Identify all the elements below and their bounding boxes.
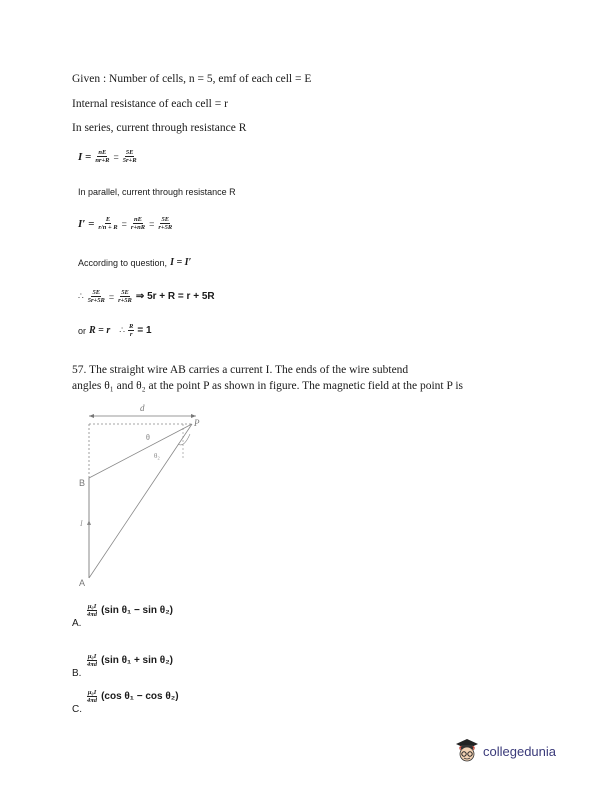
option-b-letter: B.	[72, 668, 82, 679]
internal-resistance-line: Internal resistance of each cell = r	[72, 98, 228, 110]
option-b-fraction: $\frac{\text{μ₀I}}{4\pi d}$	[87, 653, 98, 668]
option-a-expression: (sin θ₁ − sin θ₂)	[101, 605, 173, 616]
eq5-fraction: $\frac{R}{r}$	[129, 323, 134, 338]
label-p: P	[194, 418, 200, 428]
label-d: d	[140, 403, 145, 413]
option-c-letter: C.	[72, 704, 82, 715]
therefore-symbol: ∴	[78, 291, 84, 301]
collegedunia-logo	[454, 736, 556, 766]
equation-series-current: I = $\frac{nE}{nr+R}$ = $\frac{5E}{5r+R}$	[78, 149, 137, 164]
option-c-expression: (cos θ₁ − cos θ₂)	[101, 691, 179, 702]
question-text-line-1: 57. The straight wire AB carries a current I. The ends of the wire subtend	[72, 364, 409, 376]
question-text-line-2: angles θ₁ and θ₂ at the point P as shown in figure. The magnetic field at the point P is	[72, 380, 464, 392]
eq2-fraction-1: $\frac{E}{r/n + R}$	[98, 216, 118, 231]
eq2-fraction-3: $\frac{5E}{r+5R}$	[158, 216, 173, 231]
option-c-fraction: $\frac{\text{μ₀I}}{4\pi d}$	[87, 689, 98, 704]
option-a-fraction: $\frac{\text{μ₀I}}{4\pi d}$	[87, 603, 98, 618]
line-b-to-p	[89, 424, 192, 478]
wire-figure	[74, 398, 214, 590]
according-line: According to question, I = I′	[78, 257, 192, 268]
eq1-lhs: I =	[78, 150, 92, 163]
option-b[interactable]	[72, 653, 173, 679]
eq2-fraction-2: $\frac{nE}{r+nR}$	[130, 216, 146, 231]
option-c[interactable]	[72, 689, 179, 715]
label-a: A	[79, 578, 86, 588]
equation-equate: ∴ $\frac{5E}{5r+5R}$ = $\frac{5E}{r+5R}$ ⇒ 5r + R = r + 5R	[78, 289, 215, 304]
eq1-fraction-2: $\frac{5E}{5r+R}$	[122, 149, 137, 164]
eq1-fraction-1: $\frac{nE}{nr+R}$	[95, 149, 110, 164]
eq4-rhs: ⇒ 5r + R = r + 5R	[135, 291, 215, 302]
equation-parallel-current: I′ = $\frac{E}{r/n + R}$ = $\frac{nE}{r+nR}$ = $\frac{5E}{r+5R}$	[78, 216, 173, 231]
option-a[interactable]	[72, 603, 173, 629]
parallel-line: In parallel, current through resistance R	[78, 187, 236, 197]
graduate-mascot-icon	[454, 736, 480, 766]
eq3: I = I′	[170, 257, 192, 268]
brand-name: collegedunia	[483, 743, 557, 759]
current-arrow-icon	[87, 520, 91, 525]
label-theta1: θ	[146, 433, 150, 442]
arrowhead-left-icon	[89, 414, 94, 418]
option-a-letter: A.	[72, 618, 82, 629]
equation-result: or R = r ∴ $\frac{R}{r}$ = 1	[78, 323, 152, 338]
label-b: B	[79, 478, 86, 488]
label-theta2: θ₂	[154, 452, 160, 460]
given-line: Given : Number of cells, n = 5, emf of each cell = E	[72, 73, 312, 85]
line-a-to-p	[89, 424, 192, 578]
eq2-lhs: I′ =	[78, 217, 95, 230]
eq4-fraction-1: $\frac{5E}{5r+5R}$	[87, 289, 105, 304]
series-line: In series, current through resistance R	[72, 122, 247, 134]
eq4-fraction-2: $\frac{5E}{r+5R}$	[118, 289, 132, 304]
label-current: I	[80, 519, 83, 528]
option-b-expression: (sin θ₁ + sin θ₂)	[101, 655, 173, 666]
